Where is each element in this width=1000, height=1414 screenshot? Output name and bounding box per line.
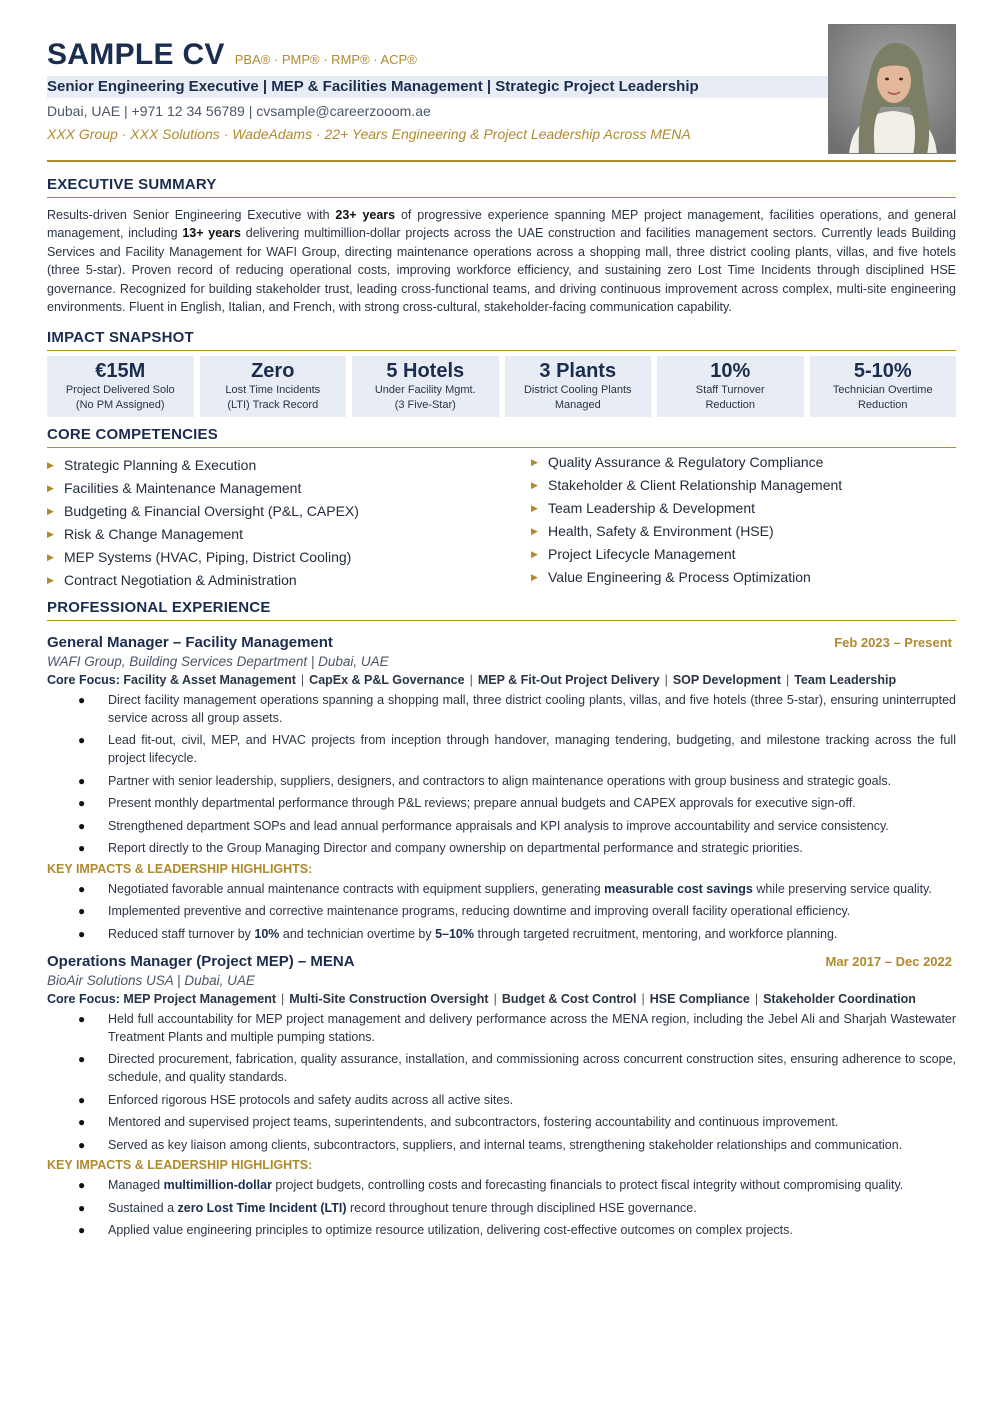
competency-label: MEP Systems (HVAC, Piping, District Cooling) xyxy=(64,549,352,566)
core-focus-item: HSE Compliance xyxy=(649,991,750,1006)
competency-item xyxy=(47,500,531,523)
core-focus-item: Team Leadership xyxy=(794,672,897,687)
duty-text: Strengthened department SOPs and lead annual performance appraisals and KPI analysis to improve accountability and service consistency. xyxy=(108,818,889,833)
professional-experience-title: PROFESSIONAL EXPERIENCE xyxy=(47,599,956,621)
impact-text: project budgets, controlling costs and forecasting financials to protect fiscal integrity without compromising quality. xyxy=(271,1178,904,1193)
competency-item xyxy=(531,474,956,497)
filled-dot-icon: ● xyxy=(78,796,86,811)
job-header xyxy=(47,634,956,651)
core-competencies-title: CORE COMPETENCIES xyxy=(47,426,956,448)
core-competencies-section xyxy=(47,426,956,591)
separator: | xyxy=(469,672,473,687)
filled-dot-icon: ● xyxy=(78,841,86,856)
competency-item xyxy=(531,543,956,566)
competency-item xyxy=(47,454,531,477)
snapshot-label-line-2: (No PM Assigned) xyxy=(75,399,165,412)
duty-item xyxy=(47,1091,956,1109)
impact-text: Sustained a xyxy=(108,1200,178,1215)
snapshot-value: 3 Plants xyxy=(539,360,617,383)
filled-dot-icon: ● xyxy=(78,881,86,896)
snapshot-label-line-1: Technician Overtime xyxy=(832,384,933,397)
impact-text: Reduced staff turnover by xyxy=(108,926,255,941)
professional-experience-section xyxy=(47,599,956,1240)
credentials: PBA® · PMP® · RMP® · ACP® xyxy=(234,52,417,67)
competency-item xyxy=(47,546,531,569)
snapshot-card xyxy=(505,356,652,417)
summary-bold-1: 23+ years xyxy=(335,208,396,222)
impact-highlight: zero Lost Time Incident (LTI) xyxy=(177,1200,347,1215)
duty-text: Report directly to the Group Managing Director and company ownership on departmental performance and strategic priorities. xyxy=(108,841,803,856)
triangle-bullet-icon: ▶ xyxy=(531,526,538,537)
duty-item xyxy=(47,817,956,835)
executive-summary-title: EXECUTIVE SUMMARY xyxy=(47,176,956,198)
impact-text: while preserving service quality. xyxy=(752,881,932,896)
triangle-bullet-icon: ▶ xyxy=(47,460,54,471)
snapshot-card xyxy=(810,356,957,417)
filled-dot-icon: ● xyxy=(78,1011,86,1026)
job-title: Operations Manager (Project MEP) – MENA xyxy=(47,952,355,970)
separator: | xyxy=(754,991,759,1006)
core-focus-label: Core Focus: xyxy=(47,991,124,1006)
duty-item xyxy=(47,691,956,727)
profile-photo xyxy=(828,24,956,154)
duty-item xyxy=(47,839,956,857)
impact-item xyxy=(47,880,956,898)
summary-text-3: delivering multimillion-dollar projects across the UAE construction and facilities management sectors. Currently leads Building Services and Facility Management for WAFI Group, directing maintenance operations across a shopping mall, three district cooling plants, villas, and five hotels (three 5-star). Proven record of reducing operational costs, improving workforce efficiency, and sustaining zero Lost Time Incidents through disciplined HSE governance. Recognized for building stakeholder trust, leading cross-functional teams, and driving continuous improvement across complex, multi-site engineering environments. Fluent in English, Italian, and French, with strong cross-cultural, stakeholder-facing communication capability. xyxy=(47,226,956,315)
core-focus-item: MEP & Fit-Out Project Delivery xyxy=(477,672,660,687)
filled-dot-icon: ● xyxy=(78,692,86,707)
contact-line: Dubai, UAE | +971 12 34 56789 | cvsample@careerzooom.ae xyxy=(47,103,431,119)
duty-text: Served as key liaison among clients, subcontractors, suppliers, and internal teams, strengthening stakeholder relationships and communication. xyxy=(108,1137,903,1152)
competency-label: Stakeholder & Client Relationship Management xyxy=(548,477,843,494)
duty-item xyxy=(47,1136,956,1154)
duty-text: Present monthly departmental performance through P&L reviews; prepare annual budgets and CAPEX approvals for executive sign-off. xyxy=(108,796,856,811)
key-impacts-heading: KEY IMPACTS & LEADERSHIP HIGHLIGHTS: xyxy=(47,861,313,876)
competency-label: Quality Assurance & Regulatory Compliance xyxy=(548,454,824,471)
separator: | xyxy=(300,672,305,687)
job-dates: Mar 2017 – Dec 2022 xyxy=(825,953,952,969)
duty-item xyxy=(47,731,956,767)
duty-text: Mentored and supervised project teams, superintendents, and subcontractors, fostering accountability and continuous improvement. xyxy=(108,1115,839,1130)
filled-dot-icon: ● xyxy=(78,1178,86,1193)
snapshot-label-line-1: Staff Turnover xyxy=(695,384,765,397)
impact-text: Negotiated favorable annual maintenance contracts with equipment suppliers, generating xyxy=(108,881,605,896)
impact-text: Applied value engineering principles to optimize resource utilization, delivering cost-effective outcomes on complex projects. xyxy=(108,1223,793,1238)
impact-item xyxy=(47,1221,956,1239)
impacts-list xyxy=(47,1176,956,1239)
triangle-bullet-icon: ▶ xyxy=(47,483,54,494)
duty-item xyxy=(47,772,956,790)
competency-label: Project Lifecycle Management xyxy=(548,546,736,563)
impact-highlight: measurable cost savings xyxy=(604,881,753,896)
job-organization: BioAir Solutions USA | Dubai, UAE xyxy=(47,972,255,988)
impact-item xyxy=(47,1176,956,1194)
executive-summary-section xyxy=(47,176,956,316)
core-focus-item: SOP Development xyxy=(672,672,781,687)
snapshot-value: 5 Hotels xyxy=(386,360,465,383)
snapshot-label-line-2: (3 Five-Star) xyxy=(394,399,456,412)
snapshot-label-line-2: Reduction xyxy=(705,399,756,412)
duty-item xyxy=(47,1010,956,1046)
separator: | xyxy=(641,991,645,1006)
filled-dot-icon: ● xyxy=(78,1052,86,1067)
snapshot-label-line-2: (LTI) Track Record xyxy=(227,399,319,412)
filled-dot-icon: ● xyxy=(78,773,86,788)
duty-text: Directed procurement, fabrication, quality assurance, installation, and commissioning across concurrent construction sites, ensuring adherence to scope, schedule, and quality standards. xyxy=(108,1052,956,1085)
competency-label: Health, Safety & Environment (HSE) xyxy=(548,523,774,540)
separator: | xyxy=(281,991,285,1006)
summary-bold-2: 13+ years xyxy=(182,226,241,241)
impact-highlight: multimillion-dollar xyxy=(163,1178,272,1193)
duty-text: Held full accountability for MEP project management and delivery performance across the MENA region, including the Jebel Ali and Sharjah Wastewater Treatment Plants and multiple pumping stations. xyxy=(108,1011,956,1044)
duties-list xyxy=(47,691,956,858)
jobs-list xyxy=(47,634,956,1240)
snapshot-value: 10% xyxy=(710,360,751,383)
snapshot-card xyxy=(47,356,194,417)
job-header xyxy=(47,953,956,970)
snapshot-label-line-1: Project Delivered Solo xyxy=(65,384,175,397)
filled-dot-icon: ● xyxy=(78,926,86,941)
executive-summary-text xyxy=(47,206,956,316)
competency-item xyxy=(531,497,956,520)
snapshot-label-line-2: Managed xyxy=(554,399,601,412)
competencies-left-column xyxy=(47,454,531,591)
snapshot-value: Zero xyxy=(251,360,295,383)
competency-item xyxy=(531,566,956,589)
competencies-grid xyxy=(47,454,956,591)
core-focus-item: Facility & Asset Management xyxy=(123,672,296,687)
filled-dot-icon: ● xyxy=(78,818,86,833)
impact-item xyxy=(47,902,956,920)
summary-text-1: Results-driven Senior Engineering Executive with xyxy=(47,208,336,222)
summary-text-2: of progressive experience spanning MEP project management, facilities operations, and general management, including xyxy=(47,208,957,241)
snapshot-card xyxy=(200,356,347,417)
snapshot-card xyxy=(352,356,499,417)
snapshot-label-line-2: Reduction xyxy=(857,399,908,412)
triangle-bullet-icon: ▶ xyxy=(531,549,538,560)
impact-highlight: 10% xyxy=(254,926,280,941)
snapshot-card xyxy=(657,356,804,417)
cv-page xyxy=(47,38,956,1244)
snapshot-label-line-1: Lost Time Incidents xyxy=(225,384,321,397)
duty-text: Direct facility management operations spanning a shopping mall, three district cooling plants, villas, and five hotels (three 5-star), ensuring uninterrupted service across all group assets. xyxy=(108,692,956,725)
core-focus-line xyxy=(47,673,956,687)
core-focus-item: CapEx & P&L Governance xyxy=(309,672,465,687)
triangle-bullet-icon: ▶ xyxy=(531,503,538,514)
core-focus-label: Core Focus: xyxy=(47,672,124,687)
snapshot-value: €15M xyxy=(95,360,146,383)
name-row xyxy=(47,38,956,72)
competency-label: Contract Negotiation & Administration xyxy=(64,571,297,588)
competency-label: Budgeting & Financial Oversight (P&L, CAPEX) xyxy=(64,503,359,520)
competency-label: Strategic Planning & Execution xyxy=(64,457,257,474)
competency-label: Facilities & Maintenance Management xyxy=(64,480,302,497)
filled-dot-icon: ● xyxy=(78,1137,86,1152)
impact-highlight: 5–10% xyxy=(435,926,474,941)
impact-snapshot-section xyxy=(47,329,956,417)
job-organization: WAFI Group, Building Services Department | Dubai, UAE xyxy=(47,653,389,669)
competency-label: Value Engineering & Process Optimization xyxy=(548,568,811,585)
competency-item xyxy=(531,451,956,474)
competency-item xyxy=(47,523,531,546)
triangle-bullet-icon: ▶ xyxy=(47,552,54,563)
competency-item xyxy=(47,477,531,500)
triangle-bullet-icon: ▶ xyxy=(47,506,54,517)
professional-tagline: Senior Engineering Executive | MEP & Facilities Management | Strategic Project Leadership xyxy=(47,76,829,98)
competency-label: Team Leadership & Development xyxy=(548,500,756,517)
separator: | xyxy=(493,991,497,1006)
impact-snapshot-cards xyxy=(47,356,956,417)
competency-item xyxy=(531,520,956,543)
triangle-bullet-icon: ▶ xyxy=(531,571,538,582)
core-focus-line xyxy=(47,992,956,1006)
duty-item xyxy=(47,1050,956,1086)
impact-text: through targeted recruitment, mentoring, and workforce planning. xyxy=(474,926,838,941)
filled-dot-icon: ● xyxy=(78,1092,86,1107)
duty-text: Enforced rigorous HSE protocols and safety audits across all active sites. xyxy=(108,1092,514,1107)
job-title: General Manager – Facility Management xyxy=(47,633,333,651)
impact-item xyxy=(47,925,956,943)
core-focus-item: Budget & Cost Control xyxy=(501,991,637,1006)
impact-text: Managed xyxy=(108,1178,164,1193)
filled-dot-icon: ● xyxy=(78,1115,86,1130)
duties-list xyxy=(47,1010,956,1154)
filled-dot-icon: ● xyxy=(78,1223,86,1238)
competencies-right-column xyxy=(531,451,956,591)
duty-item xyxy=(47,794,956,812)
separator: | xyxy=(785,672,790,687)
impact-item xyxy=(47,1199,956,1217)
key-impacts-heading: KEY IMPACTS & LEADERSHIP HIGHLIGHTS: xyxy=(47,1158,313,1173)
duty-text: Partner with senior leadership, suppliers, designers, and contractors to align maintenance operations with group business and strategic goals. xyxy=(108,773,892,788)
triangle-bullet-icon: ▶ xyxy=(531,457,538,468)
snapshot-label-line-1: Under Facility Mgmt. xyxy=(374,384,476,397)
snapshot-label-line-1: District Cooling Plants xyxy=(523,384,632,397)
competency-label: Risk & Change Management xyxy=(64,526,243,543)
profile-photo-icon xyxy=(829,25,956,154)
filled-dot-icon: ● xyxy=(78,904,86,919)
core-focus-item: MEP Project Management xyxy=(123,991,276,1006)
competency-item xyxy=(47,569,531,592)
candidate-name: SAMPLE CV xyxy=(47,38,225,71)
job-entry xyxy=(47,953,956,1240)
triangle-bullet-icon: ▶ xyxy=(47,529,54,540)
impact-text: Implemented preventive and corrective maintenance programs, reducing downtime and improving overall facility operational efficiency. xyxy=(108,904,851,919)
job-entry xyxy=(47,634,956,943)
impacts-list xyxy=(47,880,956,943)
triangle-bullet-icon: ▶ xyxy=(531,480,538,491)
companies-line: XXX Group · XXX Solutions · WadeAdams · 22+ Years Engineering & Project Leadership Across MENA xyxy=(47,126,691,142)
job-dates: Feb 2023 – Present xyxy=(834,634,952,650)
duty-text: Lead fit-out, civil, MEP, and HVAC projects from inception through handover, managing tendering, budgeting, and milestone tracking across the full project lifecycle. xyxy=(108,733,956,766)
impact-text: record throughout tenure through disciplined HSE governance. xyxy=(346,1200,697,1215)
snapshot-value: 5-10% xyxy=(853,360,912,383)
cv-header xyxy=(47,38,956,160)
duty-item xyxy=(47,1113,956,1131)
impact-snapshot-title: IMPACT SNAPSHOT xyxy=(47,329,956,351)
core-focus-item: Stakeholder Coordination xyxy=(763,991,916,1006)
filled-dot-icon: ● xyxy=(78,733,86,748)
header-divider xyxy=(47,160,956,162)
core-focus-item: Multi-Site Construction Oversight xyxy=(289,991,489,1006)
triangle-bullet-icon: ▶ xyxy=(47,574,54,585)
impact-text: and technician overtime by xyxy=(279,926,436,941)
filled-dot-icon: ● xyxy=(78,1200,86,1215)
separator: | xyxy=(664,672,668,687)
